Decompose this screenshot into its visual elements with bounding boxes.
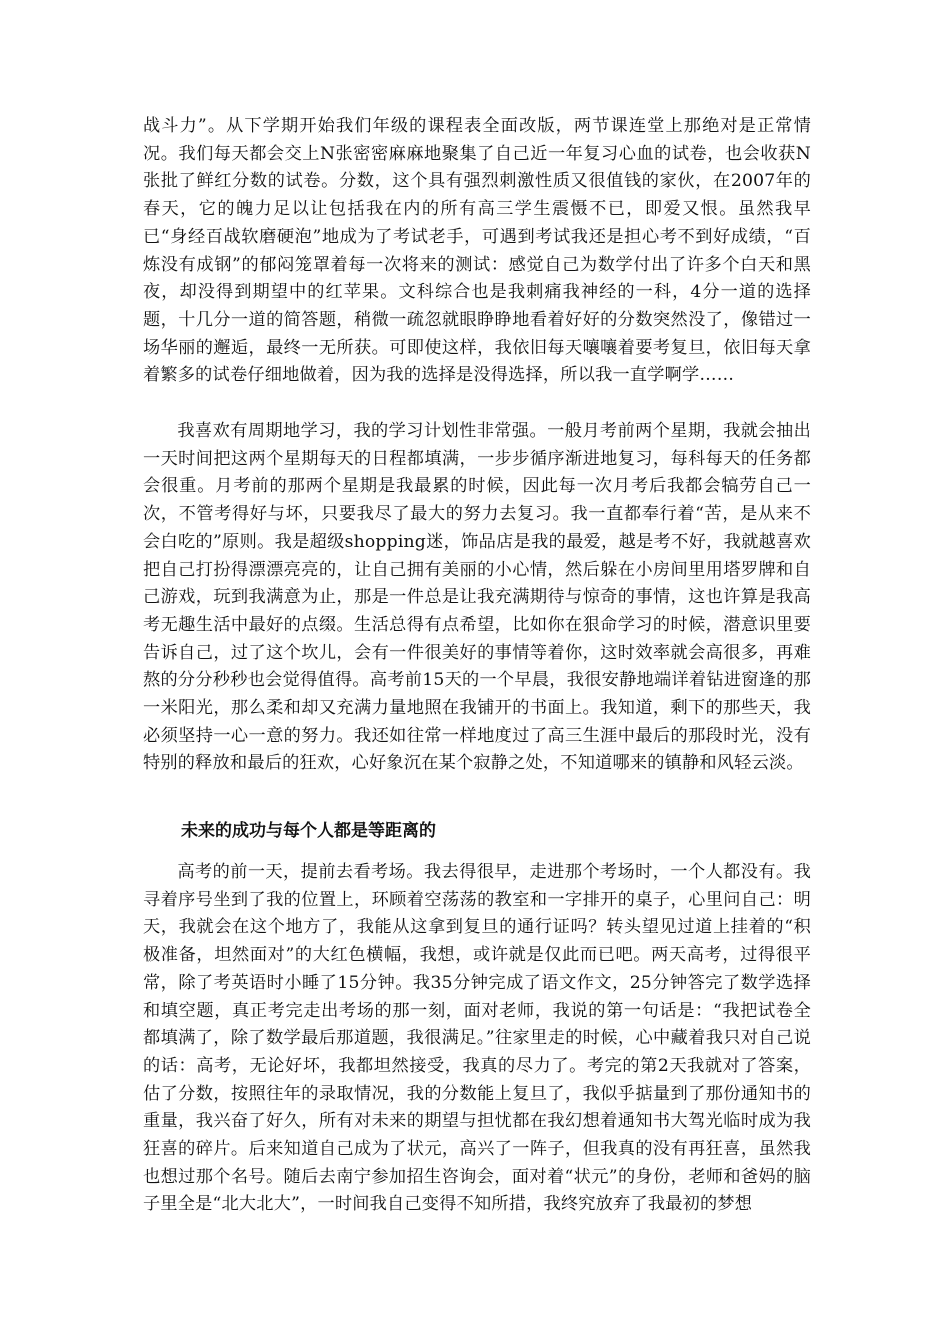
body-paragraph-2: 我喜欢有周期地学习，我的学习计划性非常强。一般月考前两个星期，我就会抽出一天时间把这两个星期每天的日程都填满，一步步循序渐进地复习，每科每天的任务都会很重。月考前的那两个星期是我最累的时候，因此每一次月考后我都会犒劳自己一次，不管考得好与坏，只要我尽了最大的努力去复习。我一直都奉行着“苦，是从来不会白吃的”原则。我是超级shopping迷，饰品店是我的最爱，越是考不好，我就越喜欢把自己打扮得漂漂亮亮的，让自己拥有美丽的小心情，然后躲在小房间里用塔罗牌和自己游戏，玩到我满意为止，那是一件总是让我充满期待与惊奇的事情，这也许算是我高考无趣生活中最好的点缀。生活总得有点希望，比如你在狠命学习的时候，潜意识里要告诉自己，过了这个坎儿，会有一件很美好的事情等着你，这时效率就会高很多，再难熬的分分秒秒也会觉得值得。高考前15天的一个早晨，我很安静地端详着钻进窗逢的那一米阳光，那么柔和却又充满力量地照在我铺开的书面上。我知道，剩下的那些天，我必须坚持一心一意的努力。我还如往常一样地度过了高三生涯中最后的那段时光，没有特别的释放和最后的狂欢，心好象沉在某个寂静之处，不知道哪来的镇静和风轻云淡。 [143, 421, 811, 774]
body-paragraph-1: 战斗力”。从下学期开始我们年级的课程表全面改版，两节课连堂上那绝对是正常情况。我们每天都会交上N张密密麻麻地聚集了自己近一年复习心血的试卷，也会收获N张批了鲜红分数的试卷。分数，这个具有强烈刺激性质又很值钱的家伙，在2007年的春天，它的魄力足以让包括我在内的所有高三学生震慑不已，即爱又恨。虽然我早已“身经百战软磨硬泡”地成为了考试老手，可遇到考试我还是担心考不到好成绩，“百炼没有成钢”的郁闷笼罩着每一次将来的测试：感觉自己为数学付出了许多个白天和黑夜，却没得到期望中的红苹果。文科综合也是我刺痛我神经的一科，4分一道的选择题，十几分一道的简答题，稍微一疏忽就眼睁睁地看着好好的分数突然没了，像错过一场华丽的邂逅，最终一无所获。可即使这样，我依旧每天嚷嚷着要考复旦，依旧每天拿着繁多的试卷仔细地做着，因为我的选择是没得选择，所以我一直学啊学…… [143, 116, 811, 386]
body-paragraph-3: 高考的前一天，提前去看考场。我去得很早，走进那个考场时，一个人都没有。我寻着序号坐到了我的位置上，环顾着空荡荡的教室和一字排开的桌子，心里问自己：明天，我就会在这个地方了，我能从这拿到复旦的通行证吗？转头望见过道上挂着的“积极准备，坦然面对”的大红色横幅，我想，或许就是仅此而已吧。两天高考，过得很平常，除了考英语时小睡了15分钟。我35分钟完成了语文作文，25分钟答完了数学选择和填空题，真正考完走出考场的那一刻，面对老师，我说的第一句话是：“我把试卷全都填满了，除了数学最后那道题，我很满足。”往家里走的时候，心中藏着我只对自己说的话：高考，无论好坏，我都坦然接受，我真的尽力了。考完的第2天我就对了答案，估了分数，按照往年的录取情况，我的分数能上复旦了，我似乎掂量到了那份通知书的重量，我兴奋了好久，所有对未来的期望与担忧都在我幻想着通知书大驾光临时成为我狂喜的碎片。后来知道自己成为了状元，高兴了一阵子，但我真的没有再狂喜，虽然我也想过那个名号。随后去南宁参加招生咨询会，面对着“状元”的身份，老师和爸妈的脑子里全是“北大北大”，一时间我自己变得不知所措，我终究放弃了我最初的梦想 [143, 862, 811, 1215]
section-heading: 未来的成功与每个人都是等距离的 [181, 821, 436, 841]
